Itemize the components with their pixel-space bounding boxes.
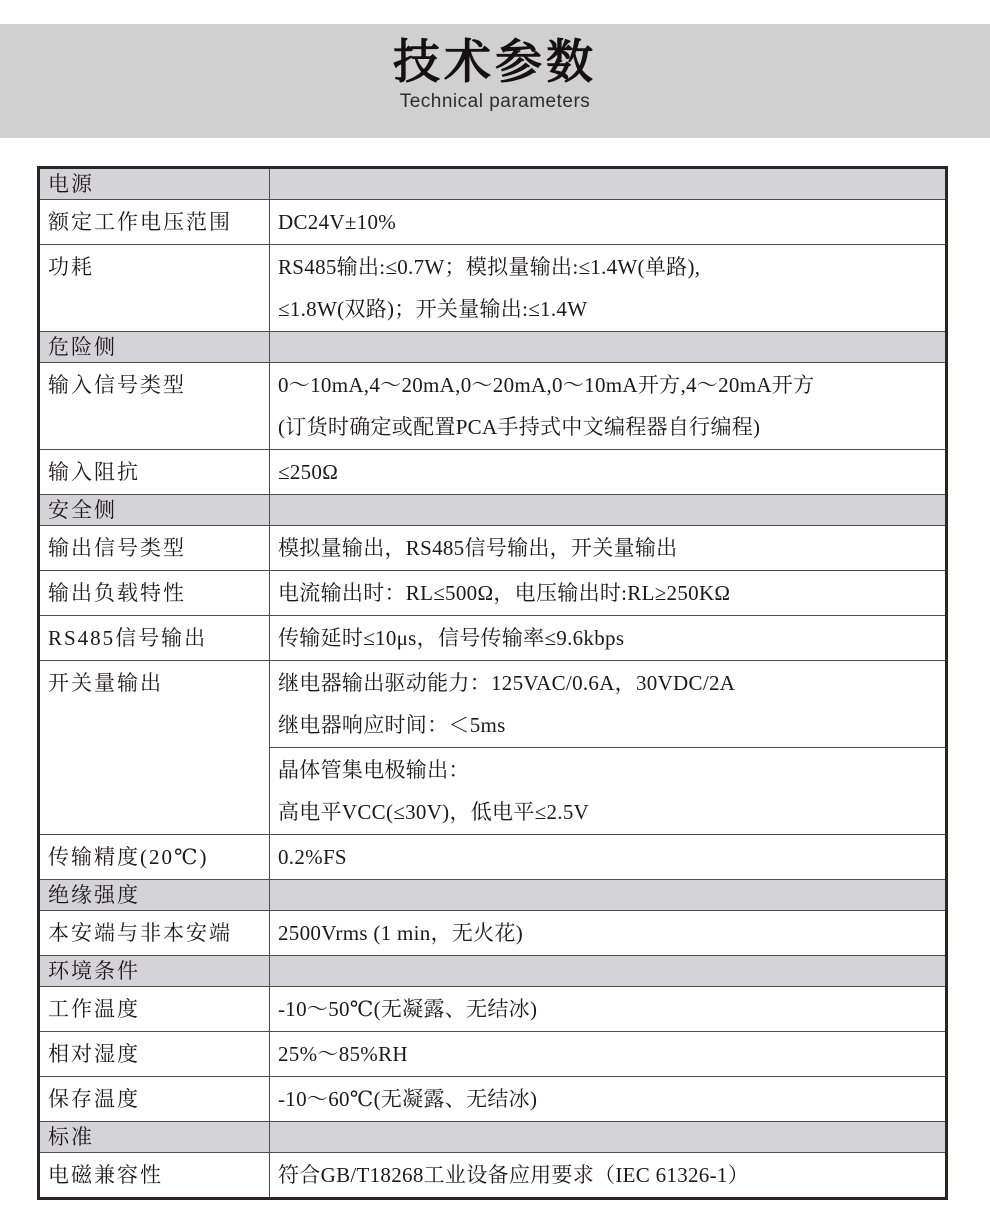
section-label-cell: 标准 <box>39 1122 270 1153</box>
section-empty-cell <box>270 168 947 200</box>
param-row <box>39 1153 947 1199</box>
section-empty-cell <box>270 956 947 987</box>
param-label-cell: 相对湿度 <box>39 1032 270 1077</box>
section-label-cell: 电源 <box>39 168 270 200</box>
value-line: (订货时确定或配置PCA手持式中文编程器自行编程) <box>278 415 761 439</box>
section-empty-cell <box>270 1122 947 1153</box>
param-label-cell: 传输精度(20℃) <box>39 835 270 880</box>
param-value-cell <box>270 911 947 956</box>
value-line: ≤1.8W(双路)；开关量输出:≤1.4W <box>278 297 588 321</box>
section-row <box>39 880 947 911</box>
value-line: -10～50℃(无凝露、无结冰) <box>278 997 538 1021</box>
param-label-cell: 本安端与非本安端 <box>39 911 270 956</box>
value-line: 2500Vrms (1 min，无火花) <box>278 921 524 945</box>
value-line: 0.2%FS <box>278 845 347 869</box>
param-label-cell: 额定工作电压范围 <box>39 200 270 245</box>
param-value-cell <box>270 200 947 245</box>
param-label-cell: 输入信号类型 <box>39 363 270 450</box>
param-value-cell <box>270 571 947 616</box>
section-row <box>39 495 947 526</box>
param-row <box>39 526 947 571</box>
param-row <box>39 1077 947 1122</box>
value-line: 电流输出时：RL≤500Ω，电压输出时:RL≥250KΩ <box>278 581 731 605</box>
section-label-cell: 安全侧 <box>39 495 270 526</box>
value-line: ≤250Ω <box>278 460 339 484</box>
value-line: 25%～85%RH <box>278 1042 408 1066</box>
section-row <box>39 1122 947 1153</box>
param-label-cell: 保存温度 <box>39 1077 270 1122</box>
value-line: DC24V±10% <box>278 210 397 234</box>
page-title: 技术参数 <box>393 35 597 88</box>
param-value-cell <box>270 450 947 495</box>
section-label-cell: 绝缘强度 <box>39 880 270 911</box>
param-label-cell: 输出负载特性 <box>39 571 270 616</box>
section-empty-cell <box>270 332 947 363</box>
value-line: 晶体管集电极输出： <box>278 758 470 782</box>
param-row <box>39 245 947 332</box>
param-value-cell <box>270 661 947 748</box>
param-value-cell <box>270 835 947 880</box>
param-row <box>39 1032 947 1077</box>
param-value-cell <box>270 1077 947 1122</box>
value-line: -10～60℃(无凝露、无结冰) <box>278 1087 538 1111</box>
value-line: 0～10mA,4～20mA,0～20mA,0～10mA开方,4～20mA开方 <box>278 373 815 397</box>
param-label-cell: 输出信号类型 <box>39 526 270 571</box>
spec-table <box>37 166 948 1200</box>
param-label-cell: 电磁兼容性 <box>39 1153 270 1199</box>
value-line: 继电器响应时间：＜5ms <box>278 713 506 737</box>
section-empty-cell <box>270 495 947 526</box>
param-value-cell <box>270 245 947 332</box>
value-line: 高电平VCC(≤30V)，低电平≤2.5V <box>278 800 590 824</box>
param-label-cell: 功耗 <box>39 245 270 332</box>
param-row <box>39 571 947 616</box>
param-label-cell: 输入阻抗 <box>39 450 270 495</box>
param-value-cell <box>270 748 947 835</box>
param-row <box>39 987 947 1032</box>
title-band <box>0 24 990 138</box>
param-value-cell <box>270 1153 947 1199</box>
param-value-cell <box>270 1032 947 1077</box>
section-row <box>39 956 947 987</box>
param-row <box>39 911 947 956</box>
value-line: 传输延时≤10μs，信号传输率≤9.6kbps <box>278 626 625 650</box>
param-value-cell <box>270 526 947 571</box>
param-row <box>39 200 947 245</box>
value-line: 模拟量输出，RS485信号输出，开关量输出 <box>278 536 678 560</box>
value-line: 继电器输出驱动能力：125VAC/0.6A，30VDC/2A <box>278 671 736 695</box>
param-row <box>39 616 947 661</box>
param-row <box>39 450 947 495</box>
value-line: 符合GB/T18268工业设备应用要求（IEC 61326-1） <box>278 1163 750 1187</box>
section-row <box>39 168 947 200</box>
page-subtitle: Technical parameters <box>399 91 591 112</box>
section-row <box>39 332 947 363</box>
spec-table-body <box>39 168 947 1199</box>
value-line: RS485输出:≤0.7W；模拟量输出:≤1.4W(单路), <box>278 255 701 279</box>
param-label-cell: RS485信号输出 <box>39 616 270 661</box>
param-row <box>39 661 947 748</box>
section-label-cell: 环境条件 <box>39 956 270 987</box>
section-empty-cell <box>270 880 947 911</box>
param-row <box>39 363 947 450</box>
param-value-cell <box>270 363 947 450</box>
param-label-cell: 工作温度 <box>39 987 270 1032</box>
param-value-cell <box>270 987 947 1032</box>
section-label-cell: 危险侧 <box>39 332 270 363</box>
param-row <box>39 835 947 880</box>
param-value-cell <box>270 616 947 661</box>
param-label-cell: 开关量输出 <box>39 661 270 835</box>
